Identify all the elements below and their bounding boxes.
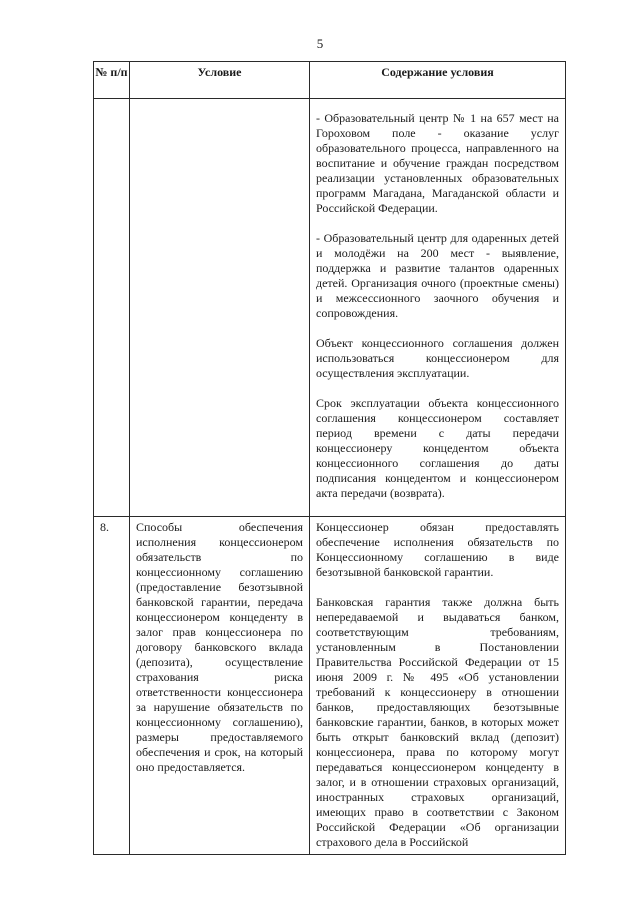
conditions-table <box>93 61 566 855</box>
content-paragraph: - Образовательный центр для одаренных детей и молодёжи на 200 мест - выявление, поддержка и развитие талантов одаренных детей. Организация очного (проектные смены) и межсессионного заочного обучения и сопровождения. <box>316 231 559 320</box>
content-paragraph: Срок эксплуатации объекта концессионного соглашения концессионером составляет период времени с даты передачи концессионеру концедентом объекта концессионного соглашения до даты подписания концедентом и концессионером акта передачи (возврата). <box>316 396 559 500</box>
table-row <box>94 99 566 517</box>
header-number: № п/п <box>94 62 130 99</box>
row-number <box>94 99 130 517</box>
header-condition: Условие <box>130 62 310 99</box>
page-number: 5 <box>316 36 324 51</box>
header-content: Содержание условия <box>310 62 566 99</box>
content-paragraph: Банковская гарантия также должна быть непередаваемой и выдаваться банком, соответствующим требованиям, установленным в Постановлении Правительства Российской Федерации от 15 июня 2009 г. № 495 «Об установлении требований к концессионеру в отношении банков, предоставляющих безотзывные банковские гарантии, банков, в которых может быть открыт банковский вклад (депозит) концессионера, права по которому могут передаваться концессионером концеденту в залог, и в отношении страховых организаций, иностранных страховых организаций, имеющих право в соответствии с Законом Российской Федерации «Об организации страхового дела в Российской <box>316 595 559 849</box>
content-paragraph: - Образовательный центр № 1 на 657 мест на Гороховом поле - оказание услуг образовательного процесса, направленного на воспитание и обучение граждан посредством реализации установленных образовательных программ Магадана, Магаданской области и Российской Федерации. <box>316 111 559 215</box>
row-condition: Способы обеспечения исполнения концессионером обязательств по концессионному соглашению (предоставление безотзывной банковской гарантии, передача концессионером концеденту в залог прав концессионера по договору банковского вклада (депозита), осуществление страхования риска ответственности концессионера за нарушение обязательств по концессионному соглашению), размеры предоставляемого обеспечения и срок, на который оно предоставляется. <box>130 517 310 855</box>
table-header <box>94 62 566 99</box>
row-content <box>310 517 566 855</box>
row-content <box>310 99 566 517</box>
content-paragraph: Объект концессионного соглашения должен использоваться концессионером для осуществления эксплуатации. <box>316 336 559 380</box>
row-number: 8. <box>94 517 130 855</box>
table-row <box>94 517 566 855</box>
row-condition <box>130 99 310 517</box>
content-paragraph: Концессионер обязан предоставлять обеспечение исполнения обязательств по Концессионному соглашению в виде безотзывной банковской гарантии. <box>316 520 559 579</box>
